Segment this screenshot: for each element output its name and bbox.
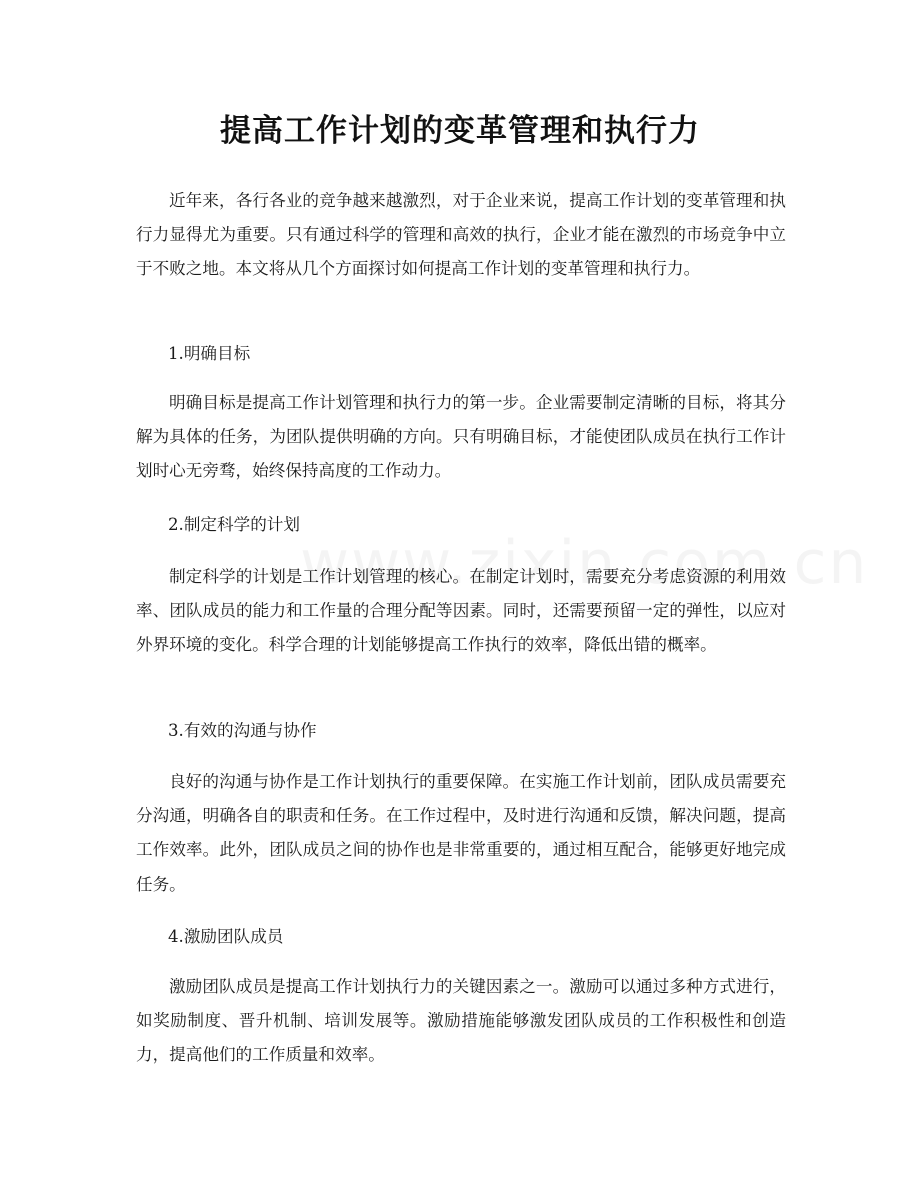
- section-body-1: 明确目标是提高工作计划管理和执行力的第一步。企业需要制定清晰的目标，将其分解为具体的任务，为团队提供明确的方向。只有明确目标，才能使团队成员在执行工作计划时心无旁骛，始终保持高度的工作动力。: [136, 393, 786, 481]
- section-heading-1: 1.明确目标: [168, 344, 251, 363]
- section-body-2: 制定科学的计划是工作计划管理的核心。在制定计划时，需要充分考虑资源的利用效率、团队成员的能力和工作量的合理分配等因素。同时，还需要预留一定的弹性，以应对外界环境的变化。科学合理的计划能够提高工作执行的效率，降低出错的概率。: [136, 567, 786, 655]
- document-title: 提高工作计划的变革管理和执行力: [220, 113, 700, 149]
- section-heading-4: 4.激励团队成员: [168, 927, 284, 946]
- section-body-3: 良好的沟通与协作是工作计划执行的重要保障。在实施工作计划前，团队成员需要充分沟通，明确各自的职责和任务。在工作过程中，及时进行沟通和反馈，解决问题，提高工作效率。此外，团队成员之间的协作也是非常重要的，通过相互配合，能够更好地完成任务。: [136, 772, 786, 894]
- section-body-4: 激励团队成员是提高工作计划执行力的关键因素之一。激励可以通过多种方式进行，如奖励制度、晋升机制、培训发展等。激励措施能够激发团队成员的工作积极性和创造力，提高他们的工作质量和效率。: [136, 977, 786, 1065]
- intro-paragraph: 近年来，各行各业的竞争越来越激烈，对于企业来说，提高工作计划的变革管理和执行力显得尤为重要。只有通过科学的管理和高效的执行，企业才能在激烈的市场竞争中立于不败之地。本文将从几个方面探讨如何提高工作计划的变革管理和执行力。: [136, 191, 786, 279]
- section-heading-3: 3.有效的沟通与协作: [168, 721, 317, 740]
- section-heading-2: 2.制定科学的计划: [168, 515, 300, 534]
